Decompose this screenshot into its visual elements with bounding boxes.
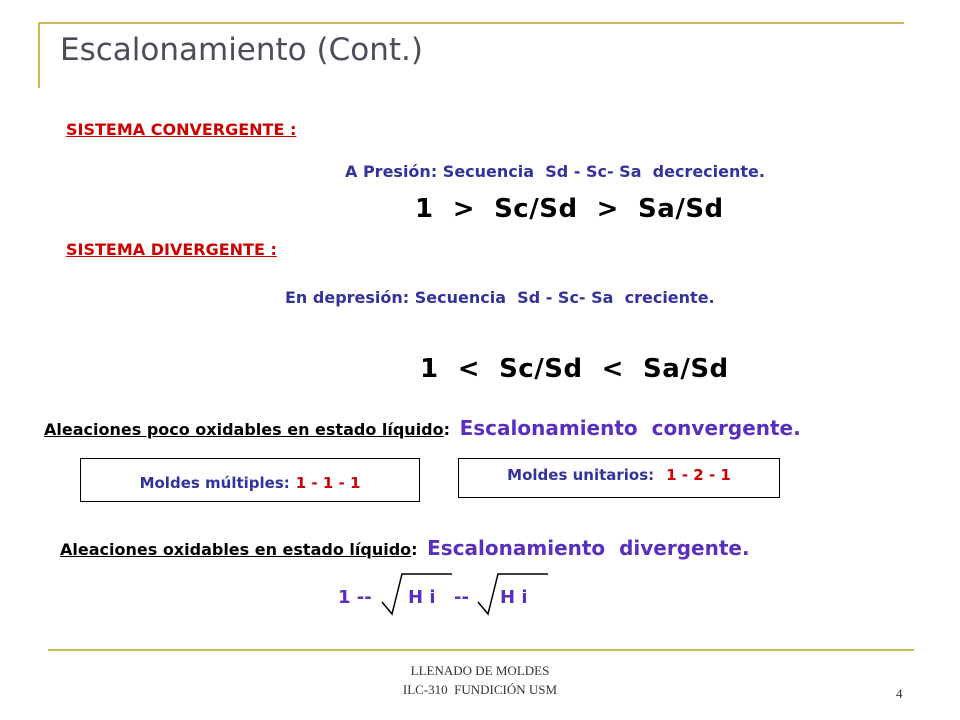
divergent-formula: 1 < Sc/Sd < Sa/Sd	[420, 354, 729, 384]
footer-line-1: LLENADO DE MOLDES	[410, 663, 550, 678]
page-title: Escalonamiento (Cont.)	[60, 32, 423, 68]
oxidizable-label: Aleaciones oxidables en estado líquido	[60, 540, 412, 559]
convergent-heading: SISTEMA CONVERGENTE :	[66, 120, 297, 139]
convergent-desc-text: Secuencia Sd - Sc- Sa decreciente.	[442, 162, 765, 181]
footer-divider	[48, 649, 914, 651]
oxidizable-colon: :	[411, 540, 418, 559]
convergent-desc-label: A Presión:	[345, 162, 438, 181]
divergent-description	[285, 288, 715, 307]
convergent-description	[345, 162, 765, 181]
low-oxidation-label: Aleaciones poco oxidables en estado líquido	[44, 420, 444, 439]
multiple-molds-label: Moldes múltiples:	[139, 474, 290, 492]
divergent-desc-text: Secuencia Sd - Sc- Sa creciente.	[414, 288, 715, 307]
root-formula-dash: --	[454, 587, 469, 608]
low-oxidation-alloys-line	[44, 416, 801, 440]
low-oxidation-colon: :	[443, 420, 451, 439]
oxidizable-result: Escalonamiento divergente.	[427, 536, 750, 560]
page-number: 4	[896, 686, 903, 701]
root-formula-hi-1: H i	[408, 587, 436, 608]
root-formula-one: 1 --	[338, 587, 372, 608]
unit-molds-label: Moldes unitarios:	[507, 466, 655, 484]
low-oxidation-result: Escalonamiento convergente.	[459, 416, 801, 440]
multiple-molds-value: 1 - 1 - 1	[295, 474, 361, 492]
divergent-desc-label: En depresión:	[285, 288, 410, 307]
title-accent-horizontal-line	[38, 22, 904, 24]
divergent-heading: SISTEMA DIVERGENTE :	[66, 240, 277, 259]
unit-molds-value: 1 - 2 - 1	[666, 466, 731, 484]
convergent-formula: 1 > Sc/Sd > Sa/Sd	[415, 194, 724, 224]
multiple-molds-box	[80, 458, 420, 502]
title-accent-vertical-line	[38, 22, 40, 88]
root-formula-hi-2: H i	[500, 587, 528, 608]
unit-molds-box	[458, 458, 780, 498]
footer-line-2: ILC-310 FUNDICIÓN USM	[402, 682, 558, 697]
oxidizable-alloys-line	[60, 536, 750, 560]
